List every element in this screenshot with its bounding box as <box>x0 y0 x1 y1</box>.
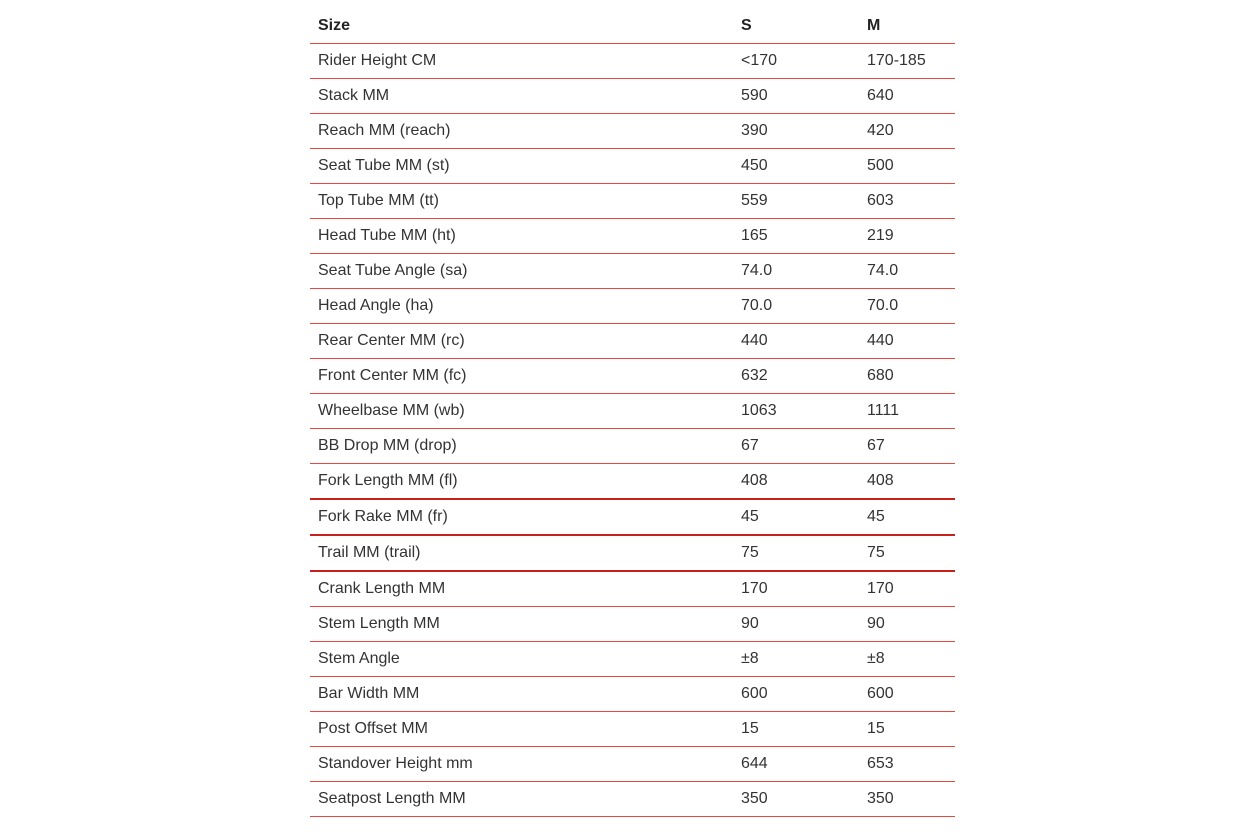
row-label: Stem Angle <box>310 642 741 677</box>
value-size-s: 75 <box>741 535 867 571</box>
value-size-s: 90 <box>741 607 867 642</box>
row-label: Post Offset MM <box>310 712 741 747</box>
value-size-m: 15 <box>867 712 955 747</box>
row-label: Top Tube MM (tt) <box>310 184 741 219</box>
value-size-s: 45 <box>741 499 867 535</box>
value-size-m: 500 <box>867 149 955 184</box>
value-size-s: 632 <box>741 359 867 394</box>
value-size-m: 408 <box>867 464 955 500</box>
value-size-s: ±8 <box>741 642 867 677</box>
table-row <box>310 607 955 642</box>
table-row <box>310 464 955 500</box>
row-label: Head Angle (ha) <box>310 289 741 324</box>
value-size-m: 170-185 <box>867 44 955 79</box>
value-size-s: 70.0 <box>741 289 867 324</box>
table-row <box>310 429 955 464</box>
value-size-s: 1063 <box>741 394 867 429</box>
row-label: Rider Height CM <box>310 44 741 79</box>
table-row <box>310 642 955 677</box>
row-label: Trail MM (trail) <box>310 535 741 571</box>
value-size-m: 653 <box>867 747 955 782</box>
row-label: Stem Length MM <box>310 607 741 642</box>
table-row <box>310 219 955 254</box>
value-size-m: 74.0 <box>867 254 955 289</box>
table-row <box>310 499 955 535</box>
row-label: Fork Rake MM (fr) <box>310 499 741 535</box>
value-size-m: 170 <box>867 571 955 607</box>
table-row <box>310 324 955 359</box>
table-row <box>310 747 955 782</box>
value-size-s: 450 <box>741 149 867 184</box>
value-size-m: 90 <box>867 607 955 642</box>
table-row <box>310 114 955 149</box>
row-label: Seatpost Length MM <box>310 782 741 817</box>
row-label: Standover Height mm <box>310 747 741 782</box>
header-row <box>310 9 955 44</box>
row-label: Seat Tube Angle (sa) <box>310 254 741 289</box>
value-size-s: 644 <box>741 747 867 782</box>
value-size-m: 70.0 <box>867 289 955 324</box>
value-size-s: 600 <box>741 677 867 712</box>
value-size-m: 680 <box>867 359 955 394</box>
geometry-table-header <box>310 9 955 44</box>
value-size-m: 219 <box>867 219 955 254</box>
value-size-s: 74.0 <box>741 254 867 289</box>
value-size-s: 390 <box>741 114 867 149</box>
value-size-s: 559 <box>741 184 867 219</box>
value-size-m: 420 <box>867 114 955 149</box>
table-row <box>310 44 955 79</box>
table-row <box>310 79 955 114</box>
header-size-s: S <box>741 9 867 44</box>
value-size-s: 590 <box>741 79 867 114</box>
value-size-m: 1111 <box>867 394 955 429</box>
value-size-m: 45 <box>867 499 955 535</box>
table-row <box>310 184 955 219</box>
value-size-m: ±8 <box>867 642 955 677</box>
value-size-s: 170 <box>741 571 867 607</box>
table-row <box>310 149 955 184</box>
value-size-s: 15 <box>741 712 867 747</box>
row-label: BB Drop MM (drop) <box>310 429 741 464</box>
row-label: Rear Center MM (rc) <box>310 324 741 359</box>
value-size-s: 350 <box>741 782 867 817</box>
value-size-s: 408 <box>741 464 867 500</box>
row-label: Fork Length MM (fl) <box>310 464 741 500</box>
value-size-m: 640 <box>867 79 955 114</box>
value-size-m: 67 <box>867 429 955 464</box>
table-row <box>310 254 955 289</box>
value-size-m: 350 <box>867 782 955 817</box>
row-label: Seat Tube MM (st) <box>310 149 741 184</box>
value-size-m: 603 <box>867 184 955 219</box>
value-size-s: <170 <box>741 44 867 79</box>
value-size-m: 600 <box>867 677 955 712</box>
table-row <box>310 359 955 394</box>
value-size-s: 67 <box>741 429 867 464</box>
header-size: Size <box>310 9 741 44</box>
row-label: Crank Length MM <box>310 571 741 607</box>
header-size-m: M <box>867 9 955 44</box>
row-label: Wheelbase MM (wb) <box>310 394 741 429</box>
geometry-table <box>310 9 955 817</box>
row-label: Stack MM <box>310 79 741 114</box>
value-size-s: 440 <box>741 324 867 359</box>
table-row <box>310 782 955 817</box>
value-size-m: 75 <box>867 535 955 571</box>
table-row <box>310 712 955 747</box>
table-row <box>310 394 955 429</box>
table-row <box>310 535 955 571</box>
table-row <box>310 571 955 607</box>
row-label: Bar Width MM <box>310 677 741 712</box>
table-row <box>310 677 955 712</box>
geometry-table-body <box>310 44 955 817</box>
row-label: Head Tube MM (ht) <box>310 219 741 254</box>
value-size-s: 165 <box>741 219 867 254</box>
value-size-m: 440 <box>867 324 955 359</box>
row-label: Front Center MM (fc) <box>310 359 741 394</box>
table-row <box>310 289 955 324</box>
row-label: Reach MM (reach) <box>310 114 741 149</box>
